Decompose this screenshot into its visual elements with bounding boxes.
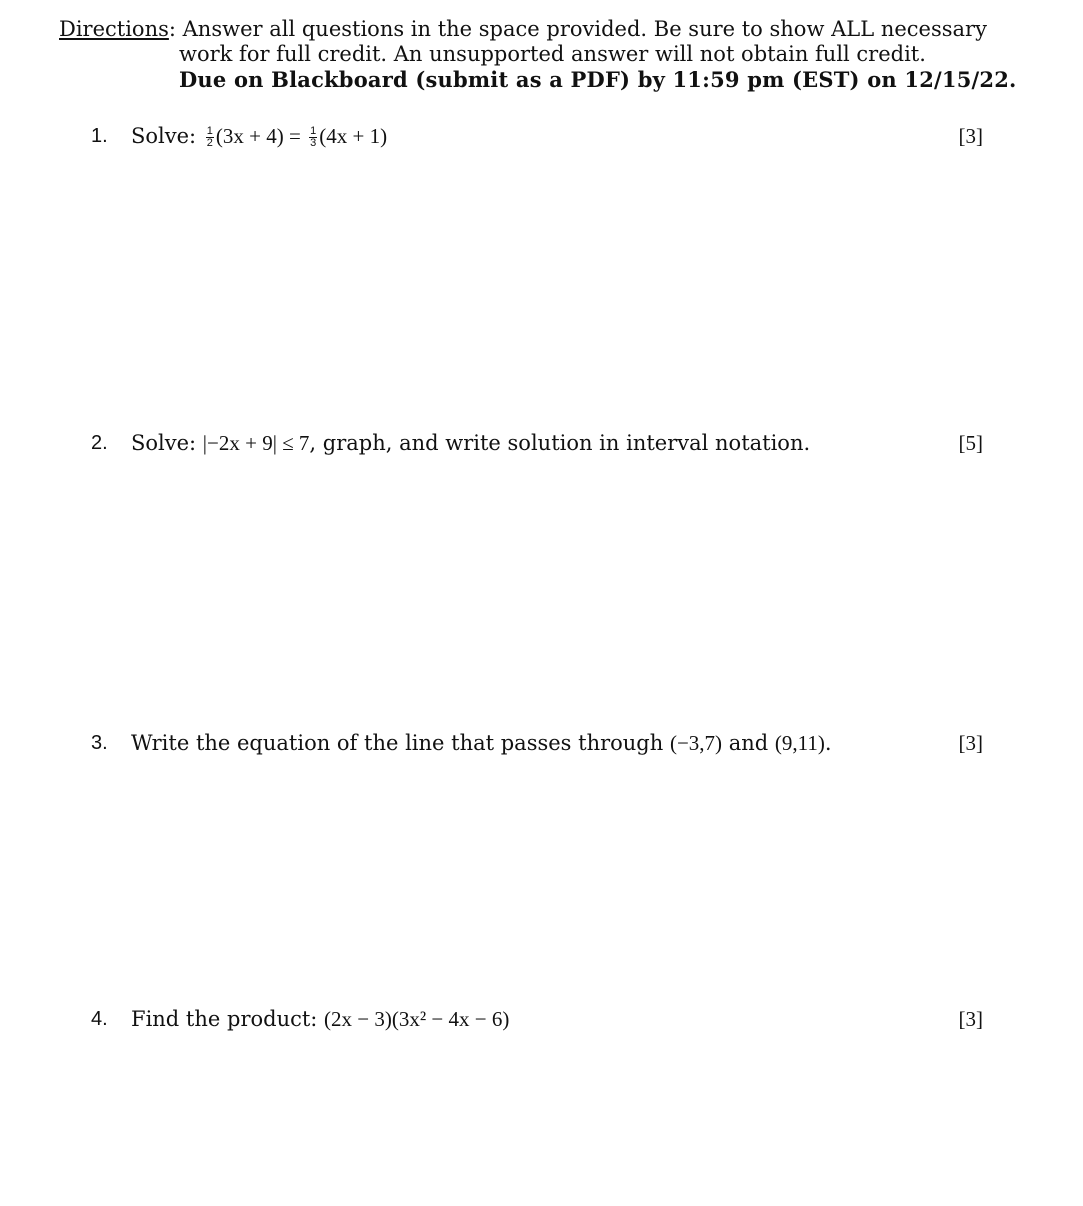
question-3 xyxy=(91,728,983,758)
math-product-expression: (2x − 3)(3x² − 4x − 6) xyxy=(324,1007,510,1031)
math-expression-left: (3x + 4) = xyxy=(215,124,307,148)
question-points: [3] xyxy=(958,731,983,755)
due-date-notice: Due on Blackboard (submit as a PDF) by 11:59 pm (EST) on 12/15/22. xyxy=(179,67,1017,92)
math-point-2: (9,11) xyxy=(774,731,825,755)
directions-text-1: : Answer all questions in the space provided. Be sure to show ALL necessary xyxy=(168,17,987,41)
question-points: [5] xyxy=(958,431,983,455)
question-number: 3. xyxy=(91,732,108,754)
directions-label: Directions xyxy=(59,17,169,41)
question-prompt: Find the product: xyxy=(131,1007,325,1031)
fraction-denominator: 2 xyxy=(206,137,213,149)
fraction-one-third xyxy=(309,126,317,149)
question-points: [3] xyxy=(958,1007,983,1031)
question-prompt: Write the equation of the line that passes through xyxy=(131,731,670,755)
question-suffix: , graph, and write solution in interval notation. xyxy=(309,431,811,455)
fraction-numerator: 1 xyxy=(206,125,213,137)
math-inequality: |−2x + 9| ≤ 7 xyxy=(202,431,310,455)
directions-line-2: work for full credit. An unsupported answer will not obtain full credit. xyxy=(179,42,926,66)
directions-line-1 xyxy=(59,17,1017,42)
question-2 xyxy=(91,428,983,458)
math-expression-right: (4x + 1) xyxy=(319,124,388,148)
fraction-numerator: 1 xyxy=(310,125,317,137)
question-4 xyxy=(91,1004,983,1034)
question-text xyxy=(131,1004,509,1034)
question-text xyxy=(131,428,810,458)
question-conjunction: and xyxy=(722,731,775,755)
fraction-denominator: 3 xyxy=(310,137,317,149)
question-suffix: . xyxy=(824,731,832,755)
fraction-one-half xyxy=(206,126,214,149)
question-text xyxy=(131,121,387,151)
question-number: 4. xyxy=(91,1008,108,1030)
question-prompt: Solve: xyxy=(131,431,203,455)
question-points: [3] xyxy=(958,124,983,148)
question-text xyxy=(131,728,832,758)
question-1 xyxy=(91,121,983,151)
question-prompt: Solve: xyxy=(131,124,203,148)
question-number: 1. xyxy=(91,125,108,147)
question-number: 2. xyxy=(91,432,108,454)
math-point-1: (−3,7) xyxy=(669,731,723,755)
directions-block xyxy=(59,17,1017,92)
